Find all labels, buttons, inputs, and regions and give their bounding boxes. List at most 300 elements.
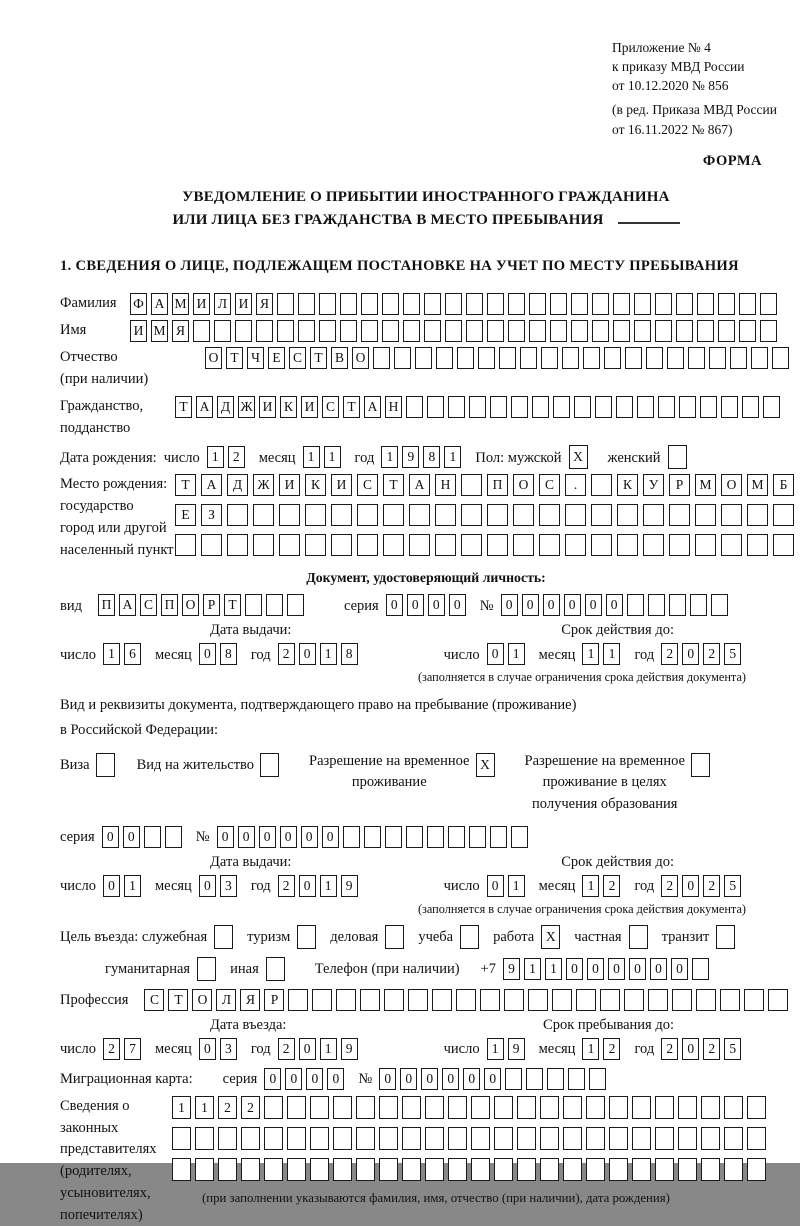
- char-cell[interactable]: 5: [724, 643, 741, 665]
- char-cell[interactable]: А: [201, 474, 222, 496]
- char-cell[interactable]: 0: [264, 1068, 281, 1090]
- char-cell[interactable]: Ч: [247, 347, 264, 369]
- char-cell[interactable]: [305, 504, 326, 526]
- char-cell[interactable]: [279, 504, 300, 526]
- char-cell[interactable]: [513, 534, 534, 556]
- char-cell[interactable]: [697, 320, 714, 342]
- char-cell[interactable]: 0: [566, 958, 583, 980]
- char-cell[interactable]: [487, 293, 504, 315]
- char-cell[interactable]: 0: [682, 643, 699, 665]
- char-cell[interactable]: [676, 293, 693, 315]
- char-cell[interactable]: [383, 504, 404, 526]
- char-cell[interactable]: [460, 925, 479, 949]
- char-cell[interactable]: X: [569, 445, 588, 469]
- char-cell[interactable]: [760, 293, 777, 315]
- char-cell[interactable]: 1: [582, 875, 599, 897]
- char-cell[interactable]: [591, 474, 612, 496]
- char-cell[interactable]: [563, 1158, 582, 1181]
- char-cell[interactable]: [655, 1096, 674, 1119]
- char-cell[interactable]: [576, 989, 596, 1011]
- doc-issue-year-cells[interactable]: [278, 643, 362, 665]
- char-cell[interactable]: [144, 826, 161, 848]
- char-cell[interactable]: И: [301, 396, 318, 418]
- char-cell[interactable]: [697, 293, 714, 315]
- birth-year-cells[interactable]: [381, 446, 465, 468]
- char-cell[interactable]: [648, 989, 668, 1011]
- char-cell[interactable]: [643, 534, 664, 556]
- char-cell[interactable]: [508, 320, 525, 342]
- doc-valid-day-cells[interactable]: [487, 643, 529, 665]
- char-cell[interactable]: 8: [423, 446, 440, 468]
- char-cell[interactable]: [617, 534, 638, 556]
- char-cell[interactable]: [517, 1158, 536, 1181]
- char-cell[interactable]: [696, 989, 716, 1011]
- char-cell[interactable]: 2: [278, 875, 295, 897]
- purpose-humanitarian-checkbox[interactable]: [197, 957, 216, 981]
- char-cell[interactable]: 1: [603, 643, 620, 665]
- char-cell[interactable]: 0: [299, 1038, 316, 1060]
- char-cell[interactable]: [508, 293, 525, 315]
- char-cell[interactable]: [609, 1127, 628, 1150]
- char-cell[interactable]: [690, 594, 707, 616]
- purpose-private-checkbox[interactable]: [629, 925, 648, 949]
- char-cell[interactable]: [540, 1158, 559, 1181]
- char-cell[interactable]: И: [331, 474, 352, 496]
- char-cell[interactable]: А: [151, 293, 168, 315]
- char-cell[interactable]: 1: [195, 1096, 214, 1119]
- stay-month-cells[interactable]: [582, 1038, 624, 1060]
- char-cell[interactable]: 0: [585, 594, 602, 616]
- char-cell[interactable]: [539, 504, 560, 526]
- char-cell[interactable]: [720, 989, 740, 1011]
- char-cell[interactable]: [768, 989, 788, 1011]
- char-cell[interactable]: С: [539, 474, 560, 496]
- mc-series-cells[interactable]: [264, 1068, 348, 1090]
- char-cell[interactable]: [298, 293, 315, 315]
- char-cell[interactable]: [466, 293, 483, 315]
- char-cell[interactable]: 1: [320, 875, 337, 897]
- char-cell[interactable]: 0: [407, 594, 424, 616]
- char-cell[interactable]: 0: [629, 958, 646, 980]
- char-cell[interactable]: [688, 347, 705, 369]
- char-cell[interactable]: А: [364, 396, 381, 418]
- char-cell[interactable]: 9: [508, 1038, 525, 1060]
- char-cell[interactable]: Р: [203, 594, 220, 616]
- char-cell[interactable]: [379, 1158, 398, 1181]
- char-cell[interactable]: 2: [603, 875, 620, 897]
- char-cell[interactable]: Н: [385, 396, 402, 418]
- char-cell[interactable]: 0: [123, 826, 140, 848]
- char-cell[interactable]: Т: [175, 396, 192, 418]
- char-cell[interactable]: [634, 293, 651, 315]
- char-cell[interactable]: 2: [278, 1038, 295, 1060]
- char-cell[interactable]: [668, 445, 687, 469]
- char-cell[interactable]: [448, 1158, 467, 1181]
- char-cell[interactable]: [499, 347, 516, 369]
- char-cell[interactable]: С: [140, 594, 157, 616]
- char-cell[interactable]: [310, 1158, 329, 1181]
- char-cell[interactable]: [279, 534, 300, 556]
- char-cell[interactable]: 2: [703, 1038, 720, 1060]
- char-cell[interactable]: О: [192, 989, 212, 1011]
- char-cell[interactable]: 2: [661, 643, 678, 665]
- char-cell[interactable]: [629, 925, 648, 949]
- birth-month-cells[interactable]: [303, 446, 345, 468]
- char-cell[interactable]: [760, 320, 777, 342]
- char-cell[interactable]: [253, 504, 274, 526]
- temp-permit-checkbox[interactable]: [476, 753, 495, 777]
- char-cell[interactable]: [424, 293, 441, 315]
- char-cell[interactable]: Ж: [253, 474, 274, 496]
- char-cell[interactable]: [357, 504, 378, 526]
- char-cell[interactable]: 0: [199, 1038, 216, 1060]
- char-cell[interactable]: 9: [402, 446, 419, 468]
- char-cell[interactable]: [425, 1158, 444, 1181]
- char-cell[interactable]: [724, 1127, 743, 1150]
- char-cell[interactable]: [175, 534, 196, 556]
- char-cell[interactable]: У: [643, 474, 664, 496]
- char-cell[interactable]: [624, 989, 644, 1011]
- char-cell[interactable]: [288, 989, 308, 1011]
- char-cell[interactable]: 2: [661, 875, 678, 897]
- char-cell[interactable]: 1: [124, 875, 141, 897]
- char-cell[interactable]: [297, 925, 316, 949]
- char-cell[interactable]: [214, 925, 233, 949]
- char-cell[interactable]: [385, 925, 404, 949]
- sex-male-checkbox[interactable]: [569, 445, 588, 469]
- char-cell[interactable]: [403, 293, 420, 315]
- char-cell[interactable]: Т: [168, 989, 188, 1011]
- char-cell[interactable]: 1: [582, 1038, 599, 1060]
- char-cell[interactable]: [394, 347, 411, 369]
- char-cell[interactable]: О: [352, 347, 369, 369]
- char-cell[interactable]: [547, 1068, 564, 1090]
- legal-cells-1[interactable]: [172, 1096, 770, 1119]
- char-cell[interactable]: [586, 1096, 605, 1119]
- char-cell[interactable]: [298, 320, 315, 342]
- char-cell[interactable]: [517, 1127, 536, 1150]
- char-cell[interactable]: [701, 1096, 720, 1119]
- char-cell[interactable]: [343, 826, 360, 848]
- purpose-tourism-checkbox[interactable]: [297, 925, 316, 949]
- visa-checkbox[interactable]: [96, 753, 115, 777]
- char-cell[interactable]: 1: [324, 446, 341, 468]
- char-cell[interactable]: [742, 396, 759, 418]
- char-cell[interactable]: [716, 925, 735, 949]
- char-cell[interactable]: [529, 293, 546, 315]
- char-cell[interactable]: [287, 1158, 306, 1181]
- char-cell[interactable]: [227, 534, 248, 556]
- char-cell[interactable]: 0: [564, 594, 581, 616]
- char-cell[interactable]: [613, 293, 630, 315]
- char-cell[interactable]: А: [119, 594, 136, 616]
- permit-number-cells[interactable]: [217, 826, 532, 848]
- char-cell[interactable]: 0: [199, 875, 216, 897]
- permit-issue-month-cells[interactable]: [199, 875, 241, 897]
- doc-issue-month-cells[interactable]: [199, 643, 241, 665]
- char-cell[interactable]: [287, 1127, 306, 1150]
- doc-number-cells[interactable]: [501, 594, 732, 616]
- char-cell[interactable]: 0: [386, 594, 403, 616]
- char-cell[interactable]: 6: [124, 643, 141, 665]
- char-cell[interactable]: [773, 534, 794, 556]
- char-cell[interactable]: Т: [226, 347, 243, 369]
- char-cell[interactable]: [172, 1158, 191, 1181]
- char-cell[interactable]: [701, 1158, 720, 1181]
- doc-valid-month-cells[interactable]: [582, 643, 624, 665]
- char-cell[interactable]: 0: [501, 594, 518, 616]
- char-cell[interactable]: [505, 1068, 522, 1090]
- char-cell[interactable]: [382, 293, 399, 315]
- char-cell[interactable]: А: [196, 396, 213, 418]
- char-cell[interactable]: [487, 320, 504, 342]
- char-cell[interactable]: [333, 1127, 352, 1150]
- char-cell[interactable]: 2: [228, 446, 245, 468]
- char-cell[interactable]: Я: [172, 320, 189, 342]
- birthplace-cells-3[interactable]: [175, 534, 799, 556]
- char-cell[interactable]: [655, 1158, 674, 1181]
- birthplace-cells-2[interactable]: [175, 504, 799, 526]
- purpose-study-checkbox[interactable]: [460, 925, 479, 949]
- char-cell[interactable]: [245, 594, 262, 616]
- char-cell[interactable]: [165, 826, 182, 848]
- char-cell[interactable]: 2: [603, 1038, 620, 1060]
- char-cell[interactable]: [461, 534, 482, 556]
- char-cell[interactable]: 8: [341, 643, 358, 665]
- char-cell[interactable]: X: [476, 753, 495, 777]
- char-cell[interactable]: [227, 504, 248, 526]
- char-cell[interactable]: [565, 534, 586, 556]
- char-cell[interactable]: [379, 1127, 398, 1150]
- char-cell[interactable]: [669, 504, 690, 526]
- char-cell[interactable]: [427, 826, 444, 848]
- purpose-transit-checkbox[interactable]: [716, 925, 735, 949]
- char-cell[interactable]: К: [280, 396, 297, 418]
- char-cell[interactable]: Р: [669, 474, 690, 496]
- char-cell[interactable]: [568, 1068, 585, 1090]
- char-cell[interactable]: [340, 320, 357, 342]
- char-cell[interactable]: [480, 989, 500, 1011]
- char-cell[interactable]: [466, 320, 483, 342]
- char-cell[interactable]: [571, 320, 588, 342]
- char-cell[interactable]: [648, 594, 665, 616]
- char-cell[interactable]: [201, 534, 222, 556]
- char-cell[interactable]: [487, 534, 508, 556]
- char-cell[interactable]: [96, 753, 115, 777]
- char-cell[interactable]: И: [235, 293, 252, 315]
- char-cell[interactable]: [511, 396, 528, 418]
- char-cell[interactable]: [195, 1158, 214, 1181]
- char-cell[interactable]: Н: [435, 474, 456, 496]
- purpose-service-checkbox[interactable]: [214, 925, 233, 949]
- char-cell[interactable]: [256, 320, 273, 342]
- phone-cells[interactable]: [503, 958, 713, 980]
- char-cell[interactable]: [264, 1127, 283, 1150]
- char-cell[interactable]: [592, 320, 609, 342]
- char-cell[interactable]: [461, 504, 482, 526]
- char-cell[interactable]: 3: [220, 875, 237, 897]
- char-cell[interactable]: Я: [256, 293, 273, 315]
- char-cell[interactable]: С: [322, 396, 339, 418]
- char-cell[interactable]: 0: [322, 826, 339, 848]
- char-cell[interactable]: [379, 1096, 398, 1119]
- char-cell[interactable]: [634, 320, 651, 342]
- char-cell[interactable]: [586, 1127, 605, 1150]
- sex-female-checkbox[interactable]: [668, 445, 687, 469]
- char-cell[interactable]: [744, 989, 764, 1011]
- char-cell[interactable]: [540, 1096, 559, 1119]
- char-cell[interactable]: [319, 293, 336, 315]
- char-cell[interactable]: Т: [343, 396, 360, 418]
- char-cell[interactable]: [672, 989, 692, 1011]
- char-cell[interactable]: [563, 1096, 582, 1119]
- char-cell[interactable]: [751, 347, 768, 369]
- char-cell[interactable]: 1: [172, 1096, 191, 1119]
- char-cell[interactable]: [241, 1158, 260, 1181]
- char-cell[interactable]: 0: [650, 958, 667, 980]
- char-cell[interactable]: [571, 293, 588, 315]
- char-cell[interactable]: 0: [299, 643, 316, 665]
- char-cell[interactable]: Т: [224, 594, 241, 616]
- char-cell[interactable]: [197, 957, 216, 981]
- char-cell[interactable]: 1: [508, 643, 525, 665]
- char-cell[interactable]: [456, 989, 476, 1011]
- char-cell[interactable]: К: [617, 474, 638, 496]
- char-cell[interactable]: [511, 826, 528, 848]
- char-cell[interactable]: [711, 594, 728, 616]
- char-cell[interactable]: [563, 1127, 582, 1150]
- char-cell[interactable]: 1: [320, 643, 337, 665]
- permit-valid-year-cells[interactable]: [661, 875, 745, 897]
- char-cell[interactable]: 1: [103, 643, 120, 665]
- char-cell[interactable]: [678, 1096, 697, 1119]
- char-cell[interactable]: [772, 347, 789, 369]
- char-cell[interactable]: [550, 320, 567, 342]
- char-cell[interactable]: [310, 1096, 329, 1119]
- char-cell[interactable]: О: [513, 474, 534, 496]
- char-cell[interactable]: [513, 504, 534, 526]
- char-cell[interactable]: [739, 320, 756, 342]
- char-cell[interactable]: [604, 347, 621, 369]
- char-cell[interactable]: 0: [682, 1038, 699, 1060]
- char-cell[interactable]: Т: [175, 474, 196, 496]
- char-cell[interactable]: М: [172, 293, 189, 315]
- char-cell[interactable]: [600, 989, 620, 1011]
- entry-month-cells[interactable]: [199, 1038, 241, 1060]
- char-cell[interactable]: [356, 1127, 375, 1150]
- char-cell[interactable]: М: [151, 320, 168, 342]
- char-cell[interactable]: [471, 1158, 490, 1181]
- purpose-business-checkbox[interactable]: [385, 925, 404, 949]
- char-cell[interactable]: 0: [487, 875, 504, 897]
- char-cell[interactable]: 0: [306, 1068, 323, 1090]
- char-cell[interactable]: 9: [341, 1038, 358, 1060]
- char-cell[interactable]: 0: [259, 826, 276, 848]
- char-cell[interactable]: [517, 1096, 536, 1119]
- char-cell[interactable]: [415, 347, 432, 369]
- char-cell[interactable]: [406, 826, 423, 848]
- char-cell[interactable]: 0: [543, 594, 560, 616]
- char-cell[interactable]: П: [487, 474, 508, 496]
- edu-permit-checkbox[interactable]: [691, 753, 710, 777]
- permit-series-cells[interactable]: [102, 826, 186, 848]
- char-cell[interactable]: 9: [503, 958, 520, 980]
- char-cell[interactable]: [409, 534, 430, 556]
- char-cell[interactable]: 1: [508, 875, 525, 897]
- char-cell[interactable]: 0: [682, 875, 699, 897]
- char-cell[interactable]: [425, 1127, 444, 1150]
- char-cell[interactable]: 1: [444, 446, 461, 468]
- char-cell[interactable]: [264, 1096, 283, 1119]
- char-cell[interactable]: [592, 293, 609, 315]
- char-cell[interactable]: [721, 504, 742, 526]
- char-cell[interactable]: 9: [341, 875, 358, 897]
- char-cell[interactable]: 2: [103, 1038, 120, 1060]
- char-cell[interactable]: [595, 396, 612, 418]
- char-cell[interactable]: [253, 534, 274, 556]
- char-cell[interactable]: [432, 989, 452, 1011]
- char-cell[interactable]: В: [331, 347, 348, 369]
- char-cell[interactable]: [357, 534, 378, 556]
- char-cell[interactable]: [586, 1158, 605, 1181]
- char-cell[interactable]: Б: [773, 474, 794, 496]
- char-cell[interactable]: 0: [280, 826, 297, 848]
- char-cell[interactable]: Т: [310, 347, 327, 369]
- char-cell[interactable]: [448, 826, 465, 848]
- char-cell[interactable]: [383, 534, 404, 556]
- char-cell[interactable]: [435, 534, 456, 556]
- char-cell[interactable]: [445, 293, 462, 315]
- char-cell[interactable]: [425, 1096, 444, 1119]
- char-cell[interactable]: 0: [671, 958, 688, 980]
- char-cell[interactable]: 1: [545, 958, 562, 980]
- char-cell[interactable]: 0: [606, 594, 623, 616]
- char-cell[interactable]: И: [279, 474, 300, 496]
- birthplace-cells-1[interactable]: [175, 474, 799, 496]
- char-cell[interactable]: [361, 293, 378, 315]
- char-cell[interactable]: [195, 1127, 214, 1150]
- char-cell[interactable]: [436, 347, 453, 369]
- char-cell[interactable]: [312, 989, 332, 1011]
- char-cell[interactable]: [336, 989, 356, 1011]
- char-cell[interactable]: 0: [463, 1068, 480, 1090]
- char-cell[interactable]: [235, 320, 252, 342]
- char-cell[interactable]: [678, 1127, 697, 1150]
- char-cell[interactable]: [721, 534, 742, 556]
- char-cell[interactable]: [667, 347, 684, 369]
- char-cell[interactable]: [632, 1096, 651, 1119]
- residence-permit-checkbox[interactable]: [260, 753, 279, 777]
- char-cell[interactable]: Ф: [130, 293, 147, 315]
- entry-year-cells[interactable]: [278, 1038, 362, 1060]
- char-cell[interactable]: И: [193, 293, 210, 315]
- char-cell[interactable]: [277, 293, 294, 315]
- char-cell[interactable]: 0: [608, 958, 625, 980]
- char-cell[interactable]: [287, 1096, 306, 1119]
- char-cell[interactable]: [340, 293, 357, 315]
- char-cell[interactable]: [678, 1158, 697, 1181]
- char-cell[interactable]: [658, 396, 675, 418]
- char-cell[interactable]: [701, 1127, 720, 1150]
- stay-day-cells[interactable]: [487, 1038, 529, 1060]
- char-cell[interactable]: [427, 396, 444, 418]
- char-cell[interactable]: [356, 1096, 375, 1119]
- char-cell[interactable]: 5: [724, 875, 741, 897]
- char-cell[interactable]: [643, 504, 664, 526]
- char-cell[interactable]: [709, 347, 726, 369]
- char-cell[interactable]: 1: [303, 446, 320, 468]
- char-cell[interactable]: И: [259, 396, 276, 418]
